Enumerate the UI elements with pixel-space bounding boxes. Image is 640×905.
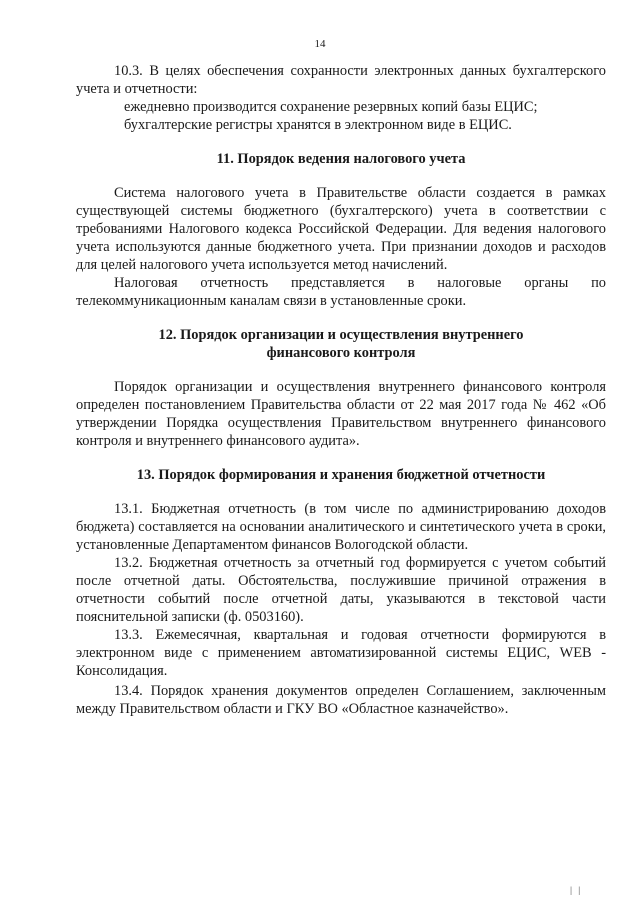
paragraph: Система налогового учета в Правительстве области создается в рамках существующей системы бюджетного (бухгалтерского) учета в соответствии с требованиями Налогового кодекса Российской Федерации. Для ведения налогового учета используются данные бюджетного учета. При признании доходов и расходов для целей налогового учета используется метод начислений. xyxy=(76,185,606,273)
section-12-heading-line2: финансового контроля xyxy=(266,345,416,361)
paragraph: Порядок организации и осуществления внутреннего финансового контроля определен постановлением Правительства области от 22 мая 2017 года № 462 «Об утверждении Порядка осуществления Правительством внутреннего финансового контроля и внутреннего финансового аудита». xyxy=(76,379,606,449)
document-body xyxy=(76,62,606,718)
paragraph: Налоговая отчетность представляется в налоговые органы по телекоммуникационным каналам связи в установленные сроки. xyxy=(76,275,606,309)
section-11 xyxy=(76,184,606,310)
paragraph: 13.2. Бюджетная отчетность за отчетный год формируется с учетом событий после отчетной даты. Обстоятельства, послужившие причиной отражения в отчетности событий после отчетной даты, указываются в текстовой части пояснительной записки (ф. 0503160). xyxy=(76,555,606,625)
list-item: бухгалтерские регистры хранятся в электронном виде в ЕЦИС. xyxy=(124,117,512,133)
section-12-heading-line1: 12. Порядок организации и осуществления внутреннего xyxy=(158,327,524,343)
section-10-3 xyxy=(76,62,606,134)
section-12 xyxy=(76,378,606,450)
scan-mark: | | xyxy=(570,885,582,895)
section-13 xyxy=(76,500,606,718)
section-12-heading xyxy=(76,326,606,362)
paragraph: 13.3. Ежемесячная, квартальная и годовая отчетности формируются в электронном виде с применением автоматизированной системы ЕЦИС, WEB - Консолидация. xyxy=(76,627,606,679)
section-13-heading: 13. Порядок формирования и хранения бюджетной отчетности xyxy=(136,467,546,483)
list-item: ежедневно производится сохранение резервных копий базы ЕЦИС; xyxy=(124,99,538,115)
paragraph: 13.1. Бюджетная отчетность (в том числе по администрированию доходов бюджета) составляется на основании аналитического и синтетического учета в сроки, установленные Департаментом финансов Вологодской области. xyxy=(76,501,606,553)
section-11-heading: 11. Порядок ведения налогового учета xyxy=(216,151,466,167)
paragraph: 13.4. Порядок хранения документов определен Соглашением, заключенным между Правительством области и ГКУ ВО «Областное казначейство». xyxy=(76,683,606,717)
page-number: 14 xyxy=(314,38,326,50)
section-10-3-intro: 10.3. В целях обеспечения сохранности электронных данных бухгалтерского учета и отчетности: xyxy=(76,63,606,97)
